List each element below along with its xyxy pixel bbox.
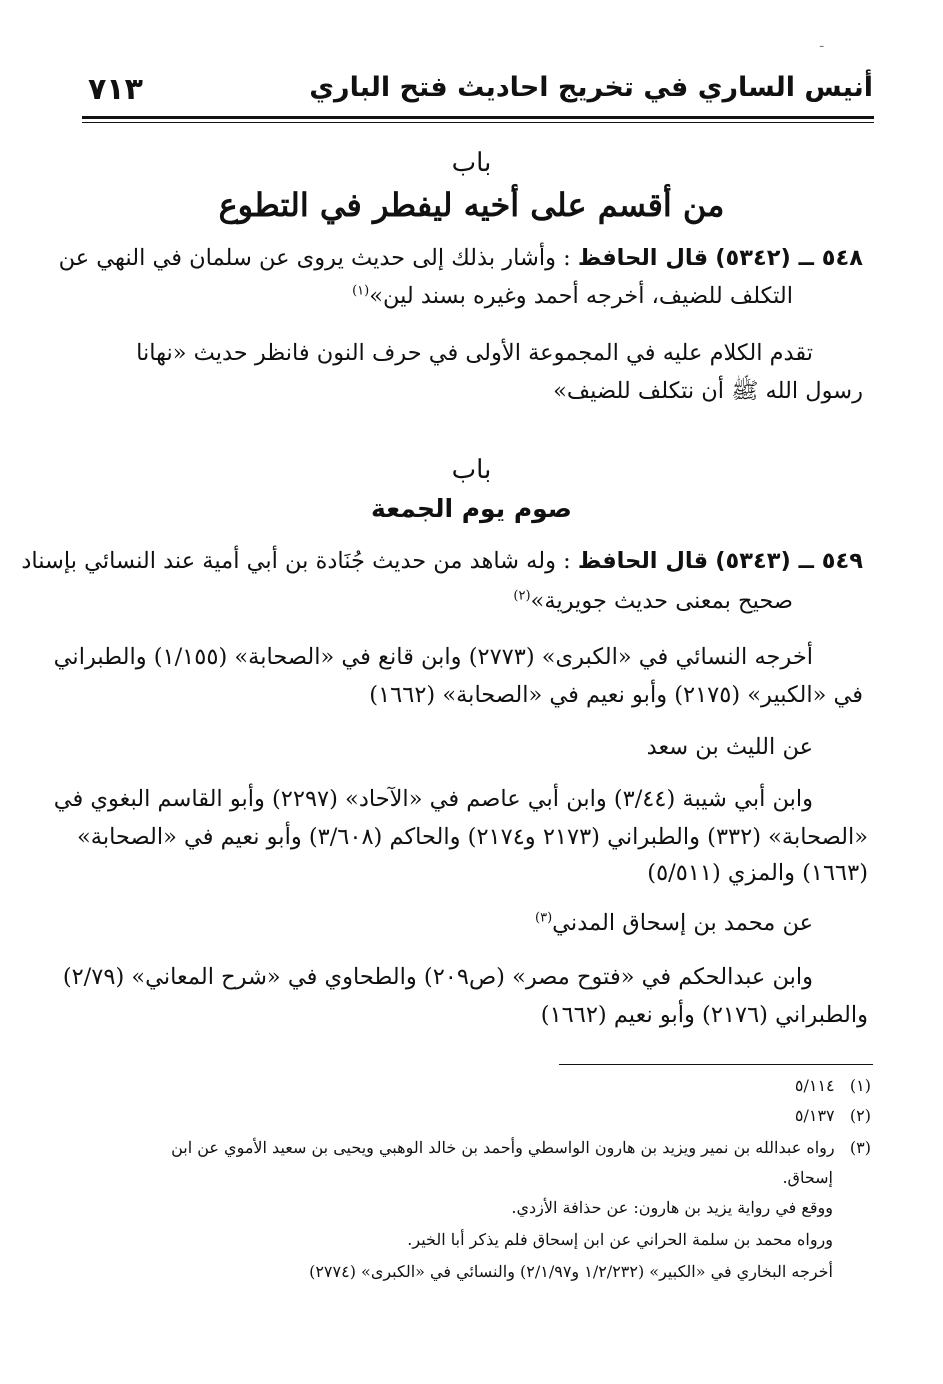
footnote-ref-3: (٣) [535, 910, 553, 926]
takhrij2-line2: «الصحابة» (٣٣٢) والطبراني (٢١٧٣ و٢١٧٤) والحاكم (٣/٦٠٨) وأبو نعيم في «الصحابة» [76, 824, 868, 850]
footnote-2-text: ٥/١٣٧ [794, 1106, 835, 1125]
comment-548-line2: رسول الله ﷺ أن نتكلف للضيف» [553, 378, 863, 404]
takhrij1-line2: في «الكبير» (٢١٧٥) وأبو نعيم في «الصحابة» (١٦٦٢) [369, 682, 863, 708]
stray-mark: ـ [820, 36, 824, 50]
entry-548-text1: : وأشار بذلك إلى حديث يروى عن سلمان في النهي عن [58, 245, 571, 271]
takhrij2-line1: وابن أبي شيبة (٣/٤٤) وابن أبي عاصم في «الآحاد» (٢٢٩٧) وأبو القاسم البغوي في [53, 786, 813, 812]
header-rule-thin [82, 122, 874, 123]
takhrij3-line2: والطبراني (٢١٧٦) وأبو نعيم (١٦٦٢) [540, 1002, 868, 1028]
footnote-1 [795, 1076, 871, 1095]
section2-title: صوم يوم الجمعة [371, 494, 572, 523]
entry-548-line2 [352, 283, 793, 309]
section1-bab: باب [451, 148, 492, 178]
footnote-ref-2: (٢) [513, 588, 531, 604]
header-rule [82, 116, 874, 119]
section2-bab: باب [451, 455, 492, 485]
footnote-3 [171, 1138, 871, 1157]
entry-548-number: ٥٤٨ ــ (٥٣٤٢) [715, 245, 863, 271]
footnote-3-num: (٣) [849, 1138, 871, 1157]
chain2 [535, 910, 813, 936]
takhrij3-line1: وابن عبدالحكم في «فتوح مصر» (ص٢٠٩) والطحاوي في «شرح المعاني» (٢/٧٩) [62, 964, 813, 990]
entry-549-line1 [21, 548, 863, 574]
entry-548-text2: التكلف للضيف، أخرجه أحمد وغيره بسند لين» [369, 283, 793, 309]
entry-549-text1: : وله شاهد من حديث جُنَادة بن أبي أمية عند النسائي بإسناد [21, 548, 571, 574]
page-number: ٧١٣ [88, 72, 143, 107]
running-title: أنيس الساري في تخريج احاديث فتح الباري [309, 72, 873, 103]
footnote-ref-1: (١) [352, 283, 370, 299]
footnote-3-line4: ورواه محمد بن سلمة الحراني عن ابن إسحاق فلم يذكر أبا الخير. [407, 1230, 833, 1249]
chain1: عن الليث بن سعد [646, 734, 813, 760]
entry-548-speaker: قال الحافظ [577, 245, 709, 271]
takhrij1-line1: أخرجه النسائي في «الكبرى» (٢٧٧٣) وابن قانع في «الصحابة» (١/١٥٥) والطبراني [53, 644, 813, 670]
comment-548-line1: تقدم الكلام عليه في المجموعة الأولى في حرف النون فانظر حديث «نهانا [136, 340, 813, 366]
footnote-3-line2: إسحاق. [782, 1168, 833, 1187]
section1-title: من أقسم على أخيه ليفطر في التطوع [218, 186, 725, 224]
footnote-1-text: ٥/١١٤ [794, 1076, 835, 1095]
footnote-rule [559, 1064, 873, 1065]
entry-549-line2 [513, 588, 793, 614]
takhrij2-line3: (١٦٦٣) والمزي (٥/٥١١) [647, 860, 868, 886]
footnote-2-num: (٢) [849, 1106, 871, 1125]
footnote-3-line1: رواه عبدالله بن نمير ويزيد بن هارون الواسطي وأحمد بن خالد الوهبي ويحيى بن سعيد الأموي عن ابن [171, 1138, 835, 1157]
footnote-3-line3: ووقع في رواية يزيد بن هارون: عن حذافة الأزدي. [511, 1198, 833, 1217]
entry-549-number: ٥٤٩ ــ (٥٣٤٣) [715, 548, 863, 574]
entry-549-text2: صحيح بمعنى حديث جويرية» [530, 588, 793, 614]
footnote-3-line5: أخرجه البخاري في «الكبير» (١/٢/٢٣٢ و٢/١/٩٧) والنسائي في «الكبرى» (٢٧٧٤) [309, 1262, 833, 1281]
footnote-2 [795, 1106, 871, 1125]
entry-549-speaker: قال الحافظ [577, 548, 709, 574]
footnote-1-num: (١) [849, 1076, 871, 1095]
entry-548-line1 [59, 245, 863, 271]
chain2-text: عن محمد بن إسحاق المدني [552, 910, 813, 936]
